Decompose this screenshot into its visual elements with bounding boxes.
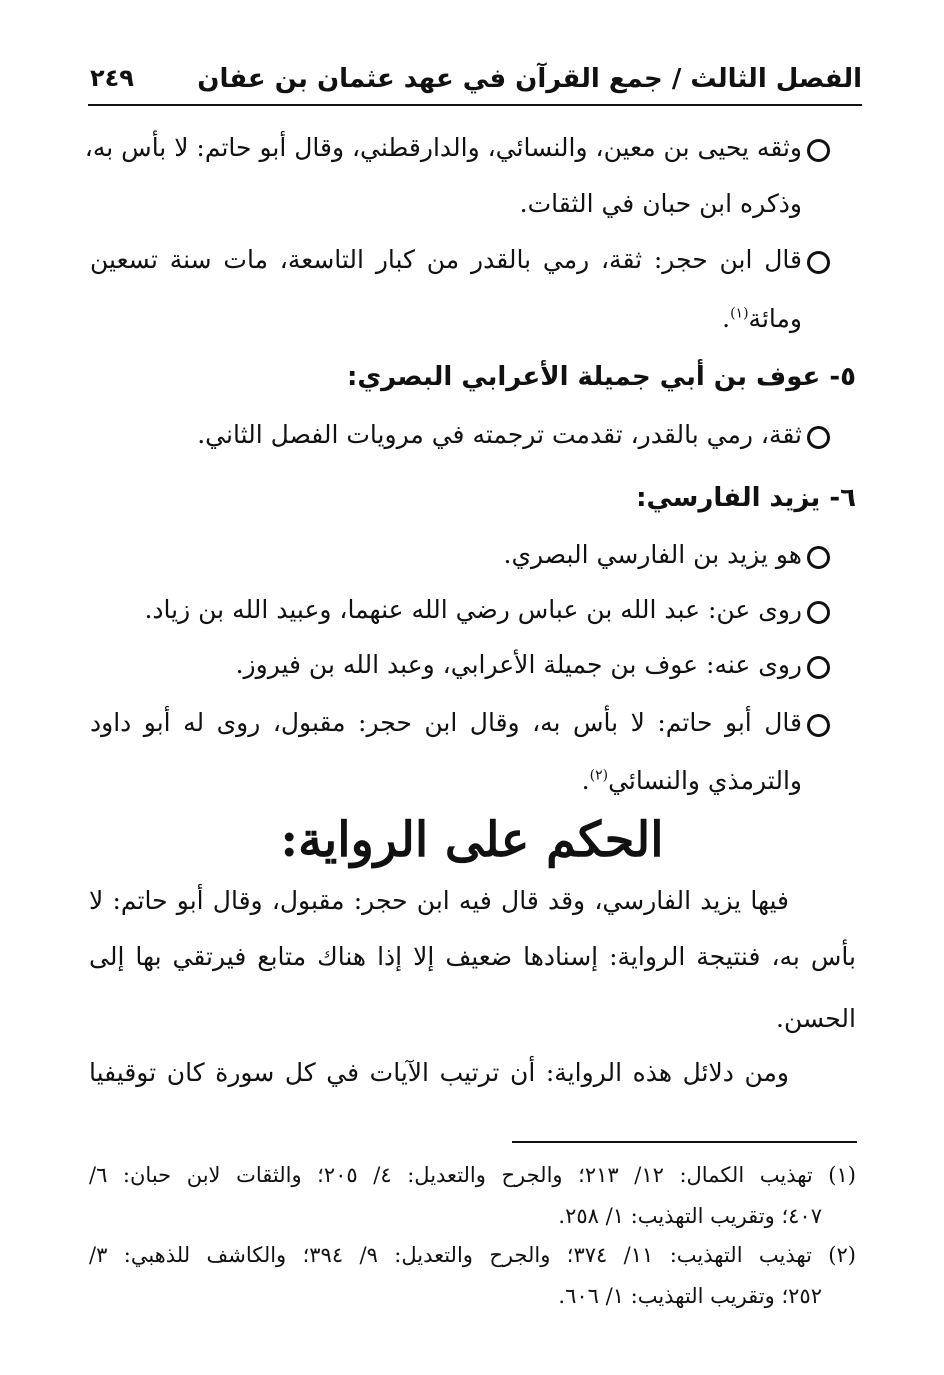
- bullet-circle-icon: [807, 601, 830, 624]
- section-heading: ٥- عوف بن أبي جميلة الأعرابي البصري:: [346, 362, 856, 392]
- footnote-line: (١) تهذيب الكمال: ١٢/ ٢١٣؛ والجرح والتعديل: ٤/ ٢٠٥؛ والثقات لابن حبان: ٦/: [89, 1163, 856, 1187]
- bullet-circle-icon: [807, 251, 830, 274]
- bullet-circle-icon: [807, 546, 830, 569]
- paragraph-text: .: [581, 766, 590, 795]
- paragraph-text: .: [722, 304, 731, 333]
- paragraph-line: قال ابن حجر: ثقة، رمي بالقدر من كبار التاسعة، مات سنة تسعين: [90, 245, 802, 274]
- page-number: ٢٤٩: [90, 64, 134, 92]
- footnote-line: ٤٠٧؛ وتقريب التهذيب: ١/ ٢٥٨.: [558, 1204, 822, 1228]
- bullet-circle-icon: [807, 656, 830, 679]
- ruling-heading: الحكم على الرواية:: [280, 812, 664, 868]
- paragraph-line: روى عن: عبد الله بن عباس رضي الله عنهما، وعبيد الله بن زياد.: [144, 595, 802, 624]
- footnote-line: (٢) تهذيب التهذيب: ١١/ ٣٧٤؛ والجرح والتعديل: ٩/ ٣٩٤؛ والكاشف للذهبي: ٣/: [89, 1243, 856, 1267]
- paragraph-line: قال أبو حاتم: لا بأس به، وقال ابن حجر: مقبول، روى له أبو داود: [90, 708, 802, 737]
- bullet-circle-icon: [807, 139, 830, 162]
- paragraph-line: وذكره ابن حبان في الثقات.: [519, 189, 802, 218]
- paragraph-line: [722, 302, 802, 336]
- paragraph-line: [582, 764, 802, 798]
- chapter-title: الفصل الثالث / جمع القرآن في عهد عثمان بن عفان: [197, 64, 862, 94]
- paragraph-line: وثقه يحيى بن معين، والنسائي، والدارقطني، وقال أبو حاتم: لا بأس به،: [84, 133, 802, 162]
- bullet-circle-icon: [807, 426, 830, 449]
- paragraph-text: ومائة: [748, 304, 802, 333]
- paragraph-text: والترمذي والنسائي: [608, 766, 802, 795]
- section-heading: ٦- يزيد الفارسي:: [636, 483, 856, 513]
- bullet-circle-icon: [807, 714, 830, 737]
- paragraph-line: ومن دلائل هذه الرواية: أن ترتيب الآيات في كل سورة كان توقيفيا: [89, 1058, 789, 1087]
- paragraph-line: هو يزيد بن الفارسي البصري.: [503, 540, 802, 569]
- footnote-separator: [512, 1141, 857, 1143]
- footnote-marker: (١): [730, 305, 749, 322]
- paragraph-line: فيها يزيد الفارسي، وقد قال فيه ابن حجر: مقبول، وقال أبو حاتم: لا: [89, 886, 789, 915]
- footnote-line: ٢٥٢؛ وتقريب التهذيب: ١/ ٦٠٦.: [558, 1284, 822, 1308]
- paragraph-line: الحسن.: [776, 1004, 856, 1033]
- paragraph-line: بأس به، فنتيجة الرواية: إسنادها ضعيف إلا إذا هناك متابع فيرتقي بها إلى: [89, 942, 856, 971]
- paragraph-line: روى عنه: عوف بن جميلة الأعرابي، وعبد الله بن فيروز.: [235, 650, 802, 679]
- paragraph-line: ثقة، رمي بالقدر، تقدمت ترجمته في مرويات الفصل الثاني.: [197, 420, 802, 449]
- footnote-marker: (٢): [589, 767, 609, 784]
- running-header: [88, 62, 862, 106]
